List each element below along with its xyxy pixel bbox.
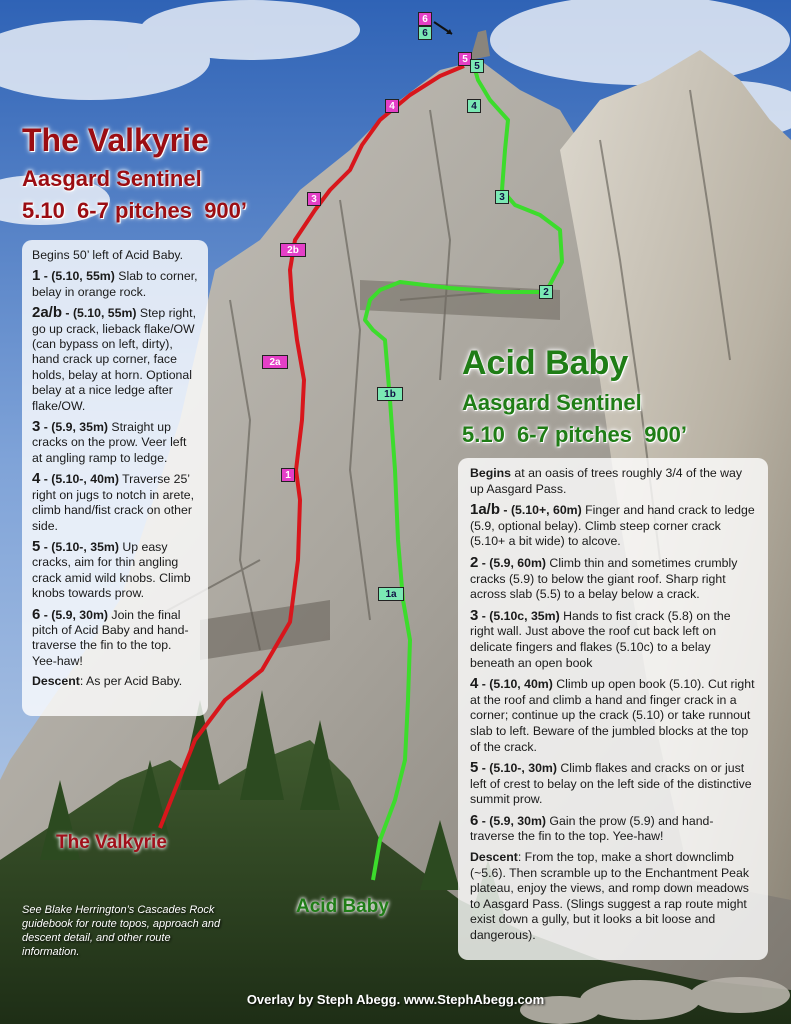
acid-baby-title: Acid Baby: [462, 344, 629, 382]
acid-marker-5: 5: [470, 59, 484, 73]
valkyrie-pitch-2: 2a/b - (5.10, 55m) Step right, go up crack, lieback flake/OW (can bypass on left, dirty), hand crack up corner, face holds, belay at horn. Optional belay at a nice ledge after flake/OW.: [32, 304, 196, 413]
acid-baby-pitch-3: 3 - (5.10c, 35m) Hands to fist crack (5.8) on the right wall. Just above the roof cut back left on delicate fingers and flakes (5.10c) to a belay beneath an open book: [470, 606, 731, 670]
valkyrie-pitch-1: 1 - (5.10, 55m) Slab to corner, belay in orange rock.: [32, 267, 198, 299]
acid-baby-intro: Begins at an oasis of trees roughly 3/4 of the way up Aasgard Pass.: [470, 466, 743, 496]
acid-baby-pitch-4: 4 - (5.10, 40m) Climb up open book (5.10). Cut right at the roof and climb a hand and finger crack in a corner; continue up the crack (5.10) or take runnout slab to left. Beware of the jumbled blocks at the top of the crack.: [470, 675, 755, 754]
acid-baby-subtitle: Aasgard Sentinel: [462, 390, 642, 415]
acid-baby-pitch-5: 5 - (5.10-, 30m) Climb flakes and cracks on or just left of crest to belay on the left side of the distinctive summit prow.: [470, 759, 752, 807]
valkyrie-intro: Begins 50’ left of Acid Baby.: [32, 248, 184, 262]
valkyrie-marker-1: 1: [281, 468, 295, 482]
valkyrie-marker-4: 4: [385, 99, 399, 113]
acid-marker-1a: 1a: [378, 587, 404, 601]
valkyrie-marker-6: 6: [418, 12, 432, 26]
acid-baby-descent: Descent: From the top, make a short downclimb (~5.6). Then scramble up to the Enchantment Peak plateau, enjoy the views, and romp down meadows to Aasgard Pass. (Slings suggest a rap route might exist down a gully, but it looks a bit loose and dangerous).: [470, 850, 750, 943]
acid-baby-route-label: Acid Baby: [296, 896, 389, 917]
valkyrie-route-label: The Valkyrie: [56, 832, 167, 853]
guidebook-note: See Blake Herrington’s Cascades Rock guidebook for route topos, approach and descent detail, and other route information.: [22, 904, 221, 958]
acid-marker-2: 2: [539, 285, 553, 299]
valkyrie-pitch-5: 5 - (5.10-, 35m) Up easy cracks, aim for thin angling crack amid wild knobs. Climb knobs towards prow.: [32, 537, 191, 601]
acid-baby-description-panel: [458, 458, 768, 960]
acid-baby-pitch-1: 1a/b - (5.10+, 60m) Finger and hand crack to ledge (5.9, optional belay). Climb steep corner crack (5.10+ a bit wide) to alcove.: [470, 501, 755, 549]
valkyrie-description-panel: [22, 240, 208, 716]
acid-baby-grade: 5.10 6-7 pitches 900’: [462, 422, 688, 447]
valkyrie-marker-2a: 2a: [262, 355, 288, 369]
credit-line: Overlay by Steph Abegg. www.StephAbegg.com: [246, 992, 545, 1007]
valkyrie-pitch-6: 6 - (5.9, 30m) Join the final pitch of Acid Baby and hand-traverse the fin to the top. Yee-haw!: [32, 605, 189, 668]
valkyrie-descent: Descent: As per Acid Baby.: [32, 674, 183, 689]
valkyrie-subtitle: Aasgard Sentinel: [22, 166, 202, 191]
valkyrie-marker-5: 5: [458, 52, 472, 66]
valkyrie-title: The Valkyrie: [22, 122, 209, 158]
valkyrie-marker-2b: 2b: [280, 243, 306, 257]
acid-marker-4: 4: [467, 99, 481, 113]
valkyrie-grade: 5.10 6-7 pitches 900’: [22, 198, 248, 223]
valkyrie-marker-3: 3: [307, 192, 321, 206]
valkyrie-pitch-4: 4 - (5.10-, 40m) Traverse 25’ right on jugs to notch in arete, climb hand/fist crack on other side.: [32, 470, 195, 533]
acid-marker-1b: 1b: [377, 387, 403, 401]
valkyrie-pitch-3: 3 - (5.9, 35m) Straight up cracks on the prow. Veer left at angling ramp to ledge.: [32, 418, 187, 465]
acid-baby-pitch-2: 2 - (5.9, 60m) Climb thin and sometimes crumbly cracks (5.9) to below the giant roof. Sharp right across slab (5.5) to a belay below a crack.: [470, 553, 738, 602]
acid-marker-3: 3: [495, 190, 509, 204]
acid-marker-6: 6: [418, 26, 432, 40]
acid-baby-pitch-6: 6 - (5.9, 30m) Gain the prow (5.9) and hand-traverse the fin to the top. Yee-haw!: [470, 811, 714, 844]
